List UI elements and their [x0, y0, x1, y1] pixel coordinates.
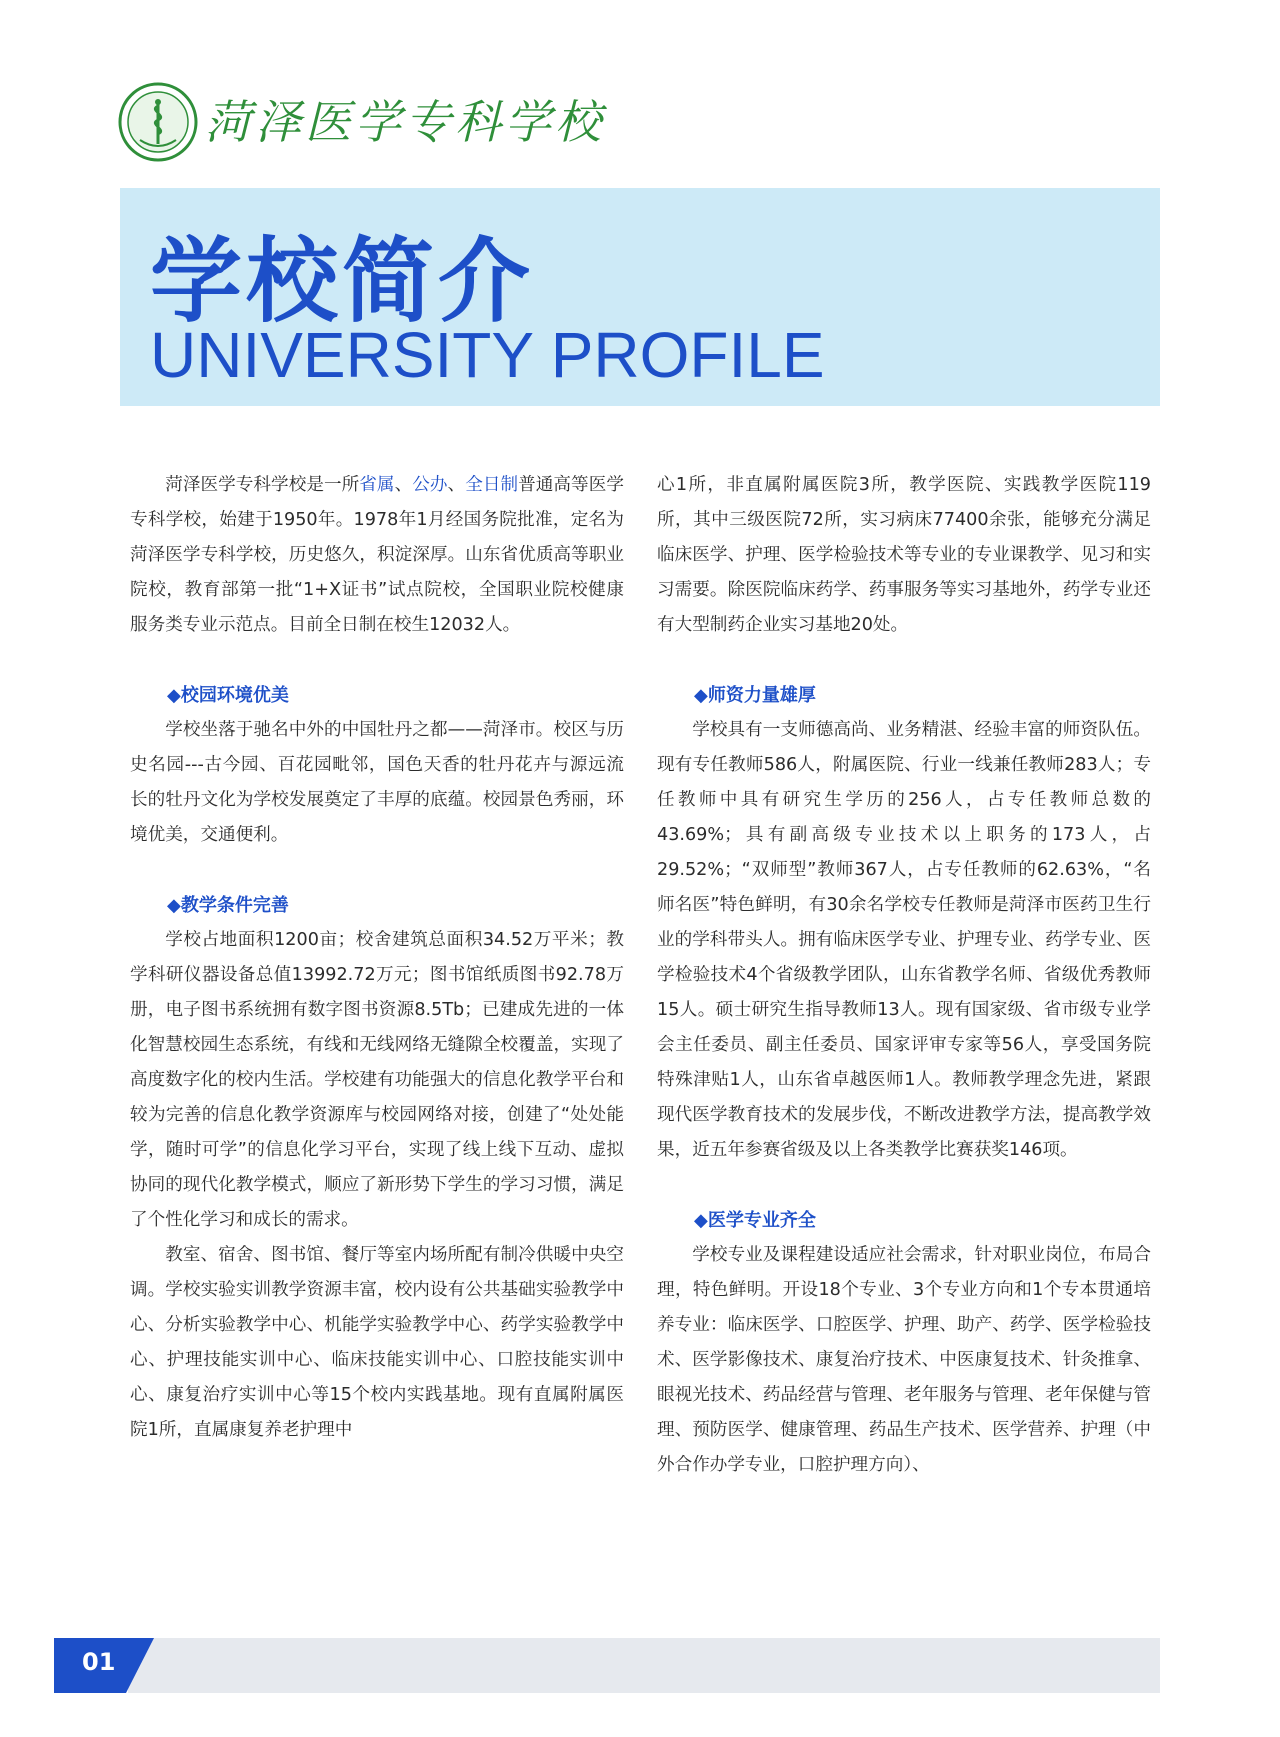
highlight-public: 公办 — [412, 475, 448, 495]
campus-paragraph: 学校坐落于驰名中外的中国牡丹之都——菏泽市。校区与历史名园---古今园、百花园毗邻，国色天香的牡丹花卉与源远流长的牡丹文化为学校发展奠定了丰厚的底蕴。校园景色秀丽，环境优美，交通便利。 — [130, 720, 624, 845]
school-name: 菏泽医学专科学校 — [205, 95, 605, 149]
teaching-paragraph-1: 学校占地面积1200亩；校舍建筑总面积34.52万平米；教学科研仪器设备总值13992.72万元；图书馆纸质图书92.78万册，电子图书系统拥有数字图书资源8.5Tb；已建成先进的一体化智慧校园生态系统，有线和无线网络无缝隙全校覆盖，实现了高度数字化的校内生活。学校建有功能强大的信息化教学平台和较为完善的信息化教学资源库与校园网络对接，创建了“处处能学，随时可学”的信息化学习平台，实现了线上线下互动、虚拟协同的现代化教学模式，顺应了新形势下学生的学习习惯，满足了个性化学习和成长的需求。 — [130, 930, 624, 1230]
page-number: 01 — [82, 1648, 116, 1676]
faculty-paragraph: 学校具有一支师德高尚、业务精湛、经验丰富的师资队伍。现有专任教师586人，附属医院、行业一线兼任教师283人；专任教师中具有研究生学历的256人，占专任教师总数的43.69%；具有副高级专业技术以上职务的173人，占29.52%；“双师型”教师367人，占专任教师的62.63%，“名师名医”特色鲜明，有30余名学校专任教师是菏泽市医药卫生行业的学科带头人。拥有临床医学专业、护理专业、药学专业、医学检验技术4个省级教学团队，山东省教学名师、省级优秀教师15人。硕士研究生指导教师13人。现有国家级、省市级专业学会主任委员、副主任委员、国家评审专家等56人，享受国务院特殊津贴1人，山东省卓越医师1人。教师教学理念先进，紧跟现代医学教育技术的发展步伐，不断改进教学方法，提高教学效果，近五年参赛省级及以上各类教学比赛获奖146项。 — [657, 720, 1151, 1160]
section-heading-teaching: ◆教学条件完善 — [167, 895, 289, 916]
page-title-en: UNIVERSITY PROFILE — [150, 319, 825, 391]
highlight-provincial: 省属 — [359, 475, 395, 495]
section-heading-faculty: ◆师资力量雄厚 — [694, 685, 816, 706]
teaching-paragraph-3: 心1所，非直属附属医院3所，教学医院、实践教学医院119所，其中三级医院72所，实习病床77400余张，能够充分满足临床医学、护理、医学检验技术等专业的专业课教学、见习和实习需要。除医院临床药学、药事服务等实习基地外，药学专业还有大型制药企业实习基地20处。 — [657, 475, 1151, 635]
section-heading-majors: ◆医学专业齐全 — [694, 1210, 816, 1231]
left-column — [130, 468, 624, 1448]
majors-paragraph: 学校专业及课程建设适应社会需求，针对职业岗位，布局合理，特色鲜明。开设18个专业、3个专业方向和1个专本贯通培养专业：临床医学、口腔医学、护理、助产、药学、医学检验技术、医学影像技术、康复治疗技术、中医康复技术、针灸推拿、眼视光技术、药品经营与管理、老年服务与管理、老年保健与管理、预防医学、健康管理、药品生产技术、医学营养、护理（中外合作办学专业，口腔护理方向）、 — [657, 1245, 1151, 1475]
teaching-paragraph-2: 教室、宿舍、图书馆、餐厅等室内场所配有制冷供暖中央空调。学校实验实训教学资源丰富，校内设有公共基础实验教学中心、分析实验教学中心、机能学实验教学中心、药学实验教学中心、护理技能实训中心、临床技能实训中心、口腔技能实训中心、康复治疗实训中心等15个校内实践基地。现有直属附属医院1所，直属康复养老护理中 — [130, 1245, 624, 1440]
page-title-cn: 学校简介 — [150, 228, 535, 335]
right-column — [657, 468, 1151, 1483]
section-heading-campus: ◆校园环境优美 — [167, 685, 289, 706]
footer-bar — [128, 1638, 1160, 1693]
intro-paragraph: 菏泽医学专科学校是一所省属、公办、全日制普通高等医学专科学校，始建于1950年。1978年1月经国务院批准，定名为菏泽医学专科学校，历史悠久，积淀深厚。山东省优质高等职业院校，教育部第一批“1+X证书”试点院校，全国职业院校健康服务类专业示范点。目前全日制在校生12032人。 — [130, 475, 624, 635]
school-logo — [118, 82, 198, 162]
highlight-fulltime: 全日制 — [465, 475, 519, 495]
